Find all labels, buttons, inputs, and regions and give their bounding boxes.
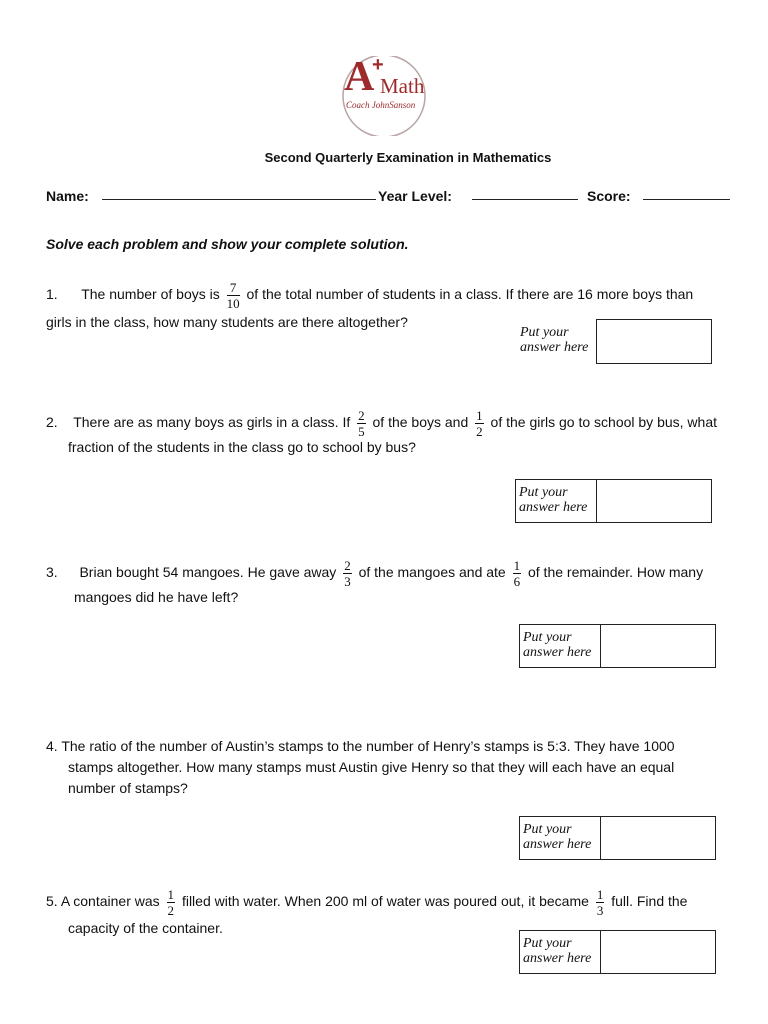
fraction: $\frac{7}{10}$ (226, 280, 240, 311)
answer-prompt-line-2: answer here (523, 837, 592, 852)
question-4-line-2: stamps altogether. How many stamps must Austin give Henry so that they will each have an equal (68, 759, 675, 775)
answer-prompt (523, 822, 591, 852)
name-label: Name: (46, 188, 89, 204)
question-text: of the total number of students in a class. If there are 16 more boys than (246, 286, 694, 303)
logo-letter: A (344, 54, 375, 100)
answer-box-1[interactable] (596, 319, 712, 364)
fraction: $\frac{1}{3}$ (596, 887, 604, 918)
fraction: $\frac{1}{2}$ (167, 887, 175, 918)
exam-title: Second Quarterly Examination in Mathematics (264, 150, 552, 165)
question-text: A container was (60, 893, 160, 910)
question-text: of the remainder. How many (527, 564, 704, 581)
answer-box-4-divider (600, 816, 601, 860)
question-text: There are as many boys as girls in a class. If (73, 414, 351, 431)
question-number: 4. (46, 738, 58, 754)
question-text: of the boys and (372, 414, 469, 431)
question-text: of the girls go to school by bus, what (490, 414, 717, 431)
question-number: 1. (46, 286, 58, 303)
question-number: 5. (46, 893, 58, 910)
answer-prompt-line-2: answer here (523, 645, 592, 660)
answer-prompt (519, 485, 587, 515)
question-1-line-2: girls in the class, how many students are there altogether? (46, 314, 408, 330)
answer-prompt-line-2: answer here (520, 340, 589, 355)
logo-tagline: Coach JohnSanson (346, 100, 416, 110)
logo-text: Math (380, 74, 425, 98)
question-text: The number of boys is (81, 286, 220, 303)
question-5-line-1 (46, 888, 687, 917)
question-text: The ratio of the number of Austin’s stamps to the number of Henry’s stamps is 5:3. They have 1000 (61, 738, 675, 754)
question-5-line-2: capacity of the container. (68, 920, 223, 936)
logo-plus: + (372, 54, 384, 76)
answer-box-2-divider (596, 479, 597, 523)
answer-prompt-line-1: Put your (523, 936, 572, 951)
answer-prompt-line-1: Put your (523, 630, 572, 645)
answer-prompt-line-1: Put your (519, 485, 568, 500)
question-1-line-1 (46, 281, 693, 310)
logo (340, 56, 428, 136)
answer-prompt-line-2: answer here (523, 951, 592, 966)
fraction: $\frac{2}{5}$ (358, 408, 365, 439)
question-3-line-2: mangoes did he have left? (74, 589, 239, 605)
question-4-line-3: number of stamps? (68, 780, 188, 796)
answer-prompt-line-1: Put your (523, 822, 572, 837)
question-3-line-1 (46, 559, 703, 588)
question-4-line-1 (46, 736, 675, 756)
answer-prompt-line-2: answer here (519, 500, 588, 515)
score-line[interactable] (643, 199, 730, 200)
question-number: 3. (46, 564, 58, 581)
year-level-line[interactable] (472, 199, 578, 200)
question-text: Brian bought 54 mangoes. He gave away (79, 564, 337, 581)
answer-box-5-divider (600, 930, 601, 974)
instructions: Solve each problem and show your complete solution. (46, 236, 409, 252)
question-2-line-1 (46, 409, 717, 438)
fraction: $\frac{1}{2}$ (476, 408, 483, 439)
answer-prompt (520, 325, 588, 355)
score-label: Score: (587, 188, 631, 204)
fraction: $\frac{2}{3}$ (344, 558, 351, 589)
answer-box-3-divider (600, 624, 601, 668)
fraction: $\frac{1}{6}$ (513, 558, 521, 589)
answer-prompt (523, 630, 591, 660)
answer-prompt-line-1: Put your (520, 325, 569, 340)
question-text: full. Find the (611, 893, 688, 910)
answer-prompt (523, 936, 591, 966)
question-text: filled with water. When 200 ml of water was poured out, it became (181, 893, 589, 910)
question-2-line-2: fraction of the students in the class go to school by bus? (68, 439, 416, 455)
year-level-label: Year Level: (378, 188, 452, 204)
question-text: of the mangoes and ate (358, 564, 506, 581)
question-number: 2. (46, 414, 58, 431)
name-line[interactable] (102, 199, 376, 200)
